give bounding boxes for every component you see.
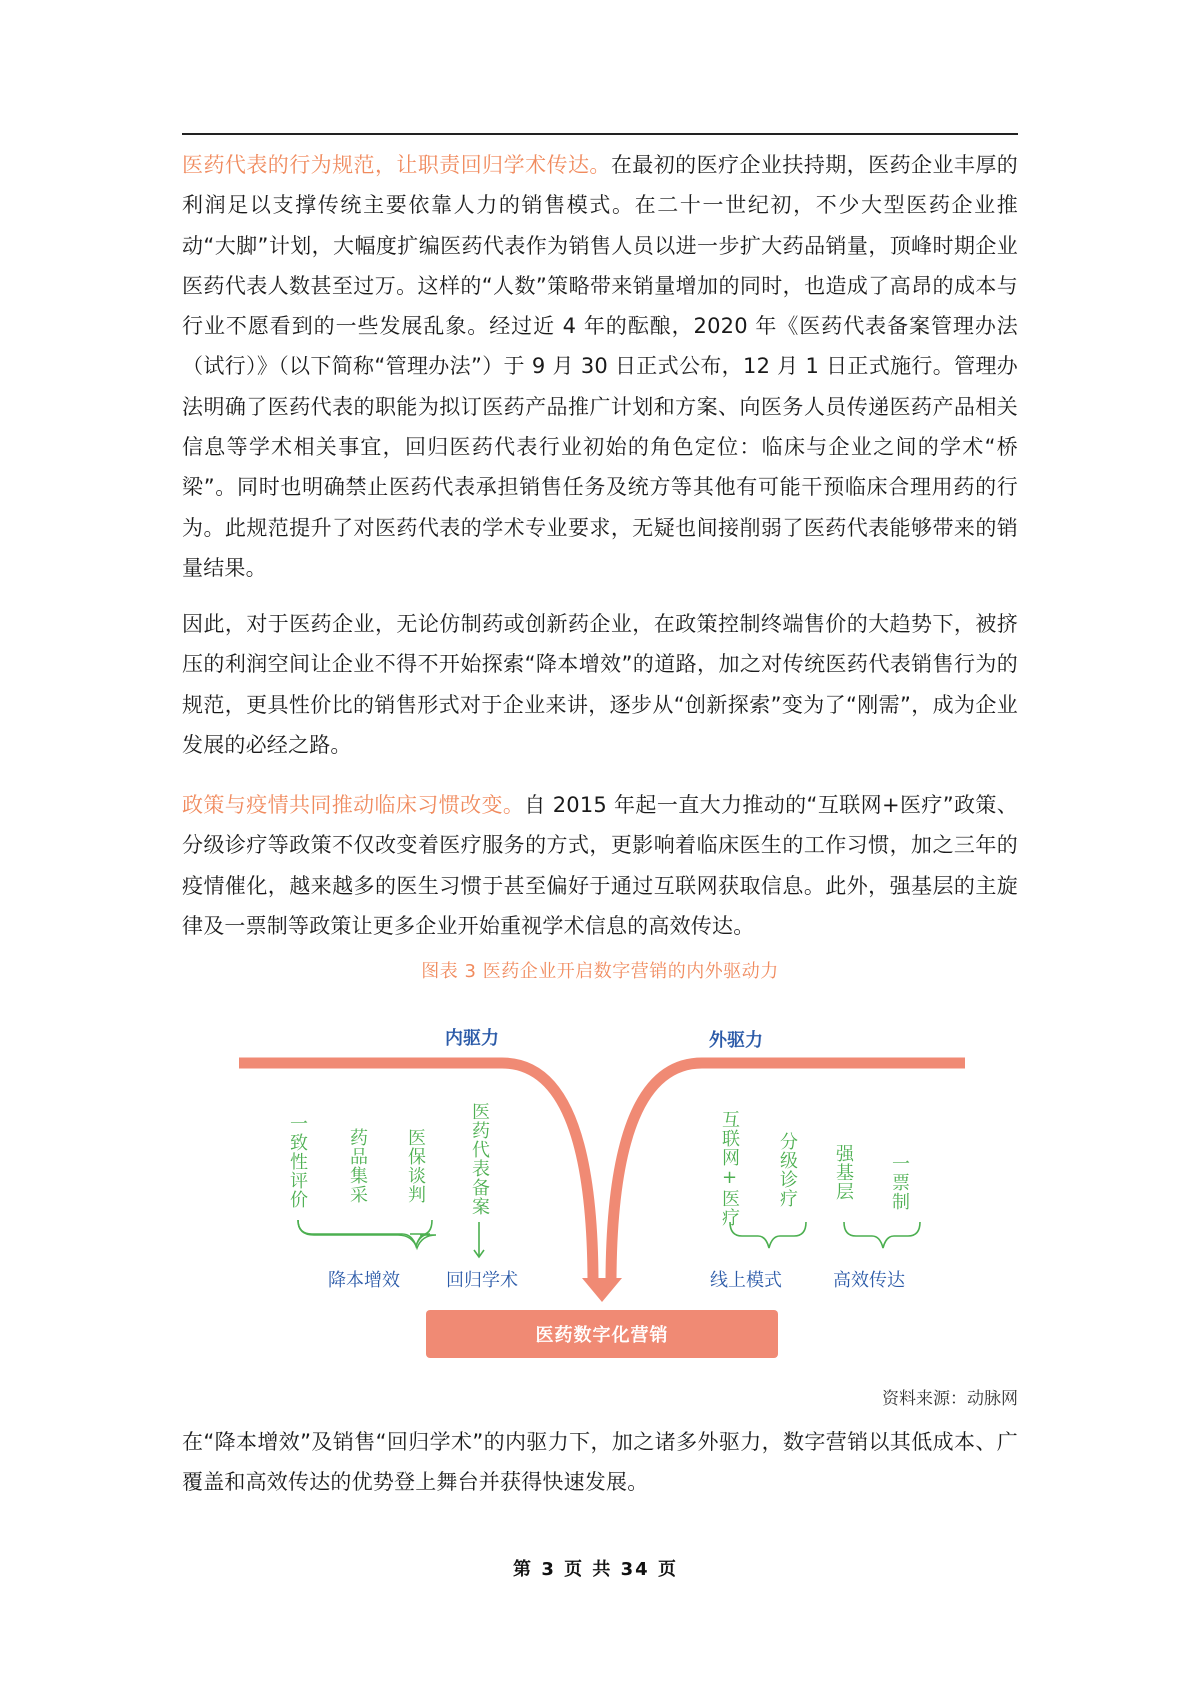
paragraph-3-lead: 政策与疫情共同推动临床习惯改变。 — [182, 793, 525, 817]
label-cost-efficiency: 降本增效 — [328, 1270, 400, 1291]
item-insurance-negotiation: 医保谈判 — [405, 1128, 426, 1204]
top-rule — [182, 133, 1018, 135]
brace-online — [730, 1222, 806, 1248]
driver-diagram — [232, 1010, 972, 1370]
item-rep-registration: 医药代表备案 — [469, 1102, 490, 1216]
label-online-mode: 线上模式 — [710, 1270, 782, 1291]
item-strengthen-grassroots: 强基层 — [833, 1144, 854, 1201]
item-volume-procurement: 药品集采 — [347, 1128, 368, 1204]
target-digital-marketing: 医药数字化营销 — [426, 1310, 778, 1358]
paragraph-1-lead: 医药代表的行为规范，让职责回归学术传达。 — [182, 153, 611, 177]
brace-efficient — [844, 1222, 920, 1248]
paragraph-1-body: 在最初的医疗企业扶持期，医药企业丰厚的利润足以支撑传统主要依靠人力的销售模式。在二十一世纪初，不少大型医药企业推动“大脚”计划，大幅度扩编医药代表作为销售人员以进一步扩大药品销量，顶峰时期企业医药代表人数甚至过万。这样的“人数”策略带来销量增加的同时，也造成了高昂的成本与行业不愿看到的一些发展乱象。经过近 4 年的酝酿，2020 年《医药代表备案管理办法（试行）》（以下简称“管理办法”）于 9 月 30 日正式公布，12 月 1 日正式施行。管理办法明确了医药代表的职能为拟订医药产品推广计划和方案、向医务人员传递医药产品相关信息等学术相关事宜，回归医药代表行业初始的角色定位：临床与企业之间的学术“桥梁”。同时也明确禁止医药代表承担销售任务及统方等其他有可能干预临床合理用药的行为。此规范提升了对医药代表的学术专业要求，无疑也间接削弱了医药代表能够带来的销量结果。 — [182, 153, 1018, 580]
item-tiered-treatment: 分级诊疗 — [777, 1132, 798, 1208]
paragraph-1 — [182, 145, 1018, 588]
label-efficient-delivery: 高效传达 — [833, 1270, 905, 1291]
paragraph-3 — [182, 785, 1018, 946]
internal-driver-title: 内驱力 — [445, 1028, 499, 1049]
label-return-academic: 回归学术 — [446, 1270, 518, 1291]
item-single-invoice: 一票制 — [889, 1154, 910, 1211]
paragraph-3-body: 自 2015 年起一直大力推动的“互联网+医疗”政策、分级诊疗等政策不仅改变着医疗服务的方式，更影响着临床医生的工作习惯，加之三年的疫情催化，越来越多的医生习惯于甚至偏好于通过互联网获取信息。此外，强基层的主旋律及一票制等政策让更多企业开始重视学术信息的高效传达。 — [182, 793, 1019, 938]
paragraph-4-body: 在“降本增效”及销售“回归学术”的内驱力下，加之诸多外驱力，数字营销以其低成本、广覆盖和高效传达的优势登上舞台并获得快速发展。 — [182, 1430, 1018, 1495]
paragraph-4 — [182, 1422, 1018, 1503]
brace-internal — [298, 1220, 430, 1246]
page-footer: 第 3 页 共 34 页 — [513, 1559, 678, 1580]
down-arrow-head — [582, 1278, 622, 1302]
source-note: 资料来源：动脉网 — [882, 1389, 1018, 1409]
item-consistency-evaluation: 一致性评价 — [287, 1114, 308, 1209]
item-internet-healthcare: 互联网+医疗 — [719, 1110, 740, 1227]
external-driver-title: 外驱力 — [709, 1030, 763, 1051]
paragraph-2 — [182, 604, 1018, 765]
paragraph-2-body: 因此，对于医药企业，无论仿制药或创新药企业，在政策控制终端售价的大趋势下，被挤压的利润空间让企业不得不开始探索“降本增效”的道路，加之对传统医药代表销售行为的规范，更具性价比的销售形式对于企业来讲，逐步从“创新探索”变为了“刚需”，成为企业发展的必经之路。 — [182, 612, 1018, 757]
figure-caption: 图表 3 医药企业开启数字营销的内外驱动力 — [421, 961, 779, 982]
